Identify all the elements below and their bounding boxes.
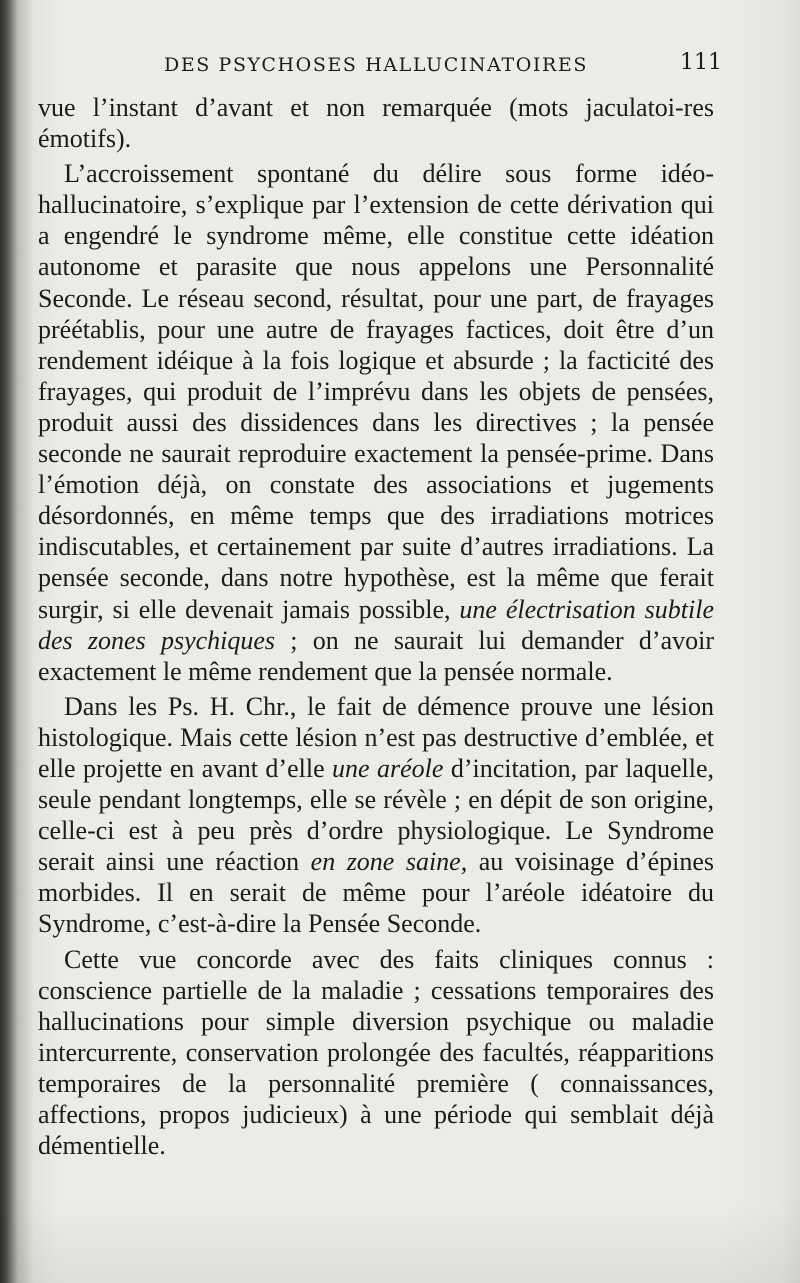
text-segment: L’accroissement spontané du délire sous forme idéo-hallucinatoire, s’explique par l’extension de cette dérivation qui a engendré le syndrome même, elle constitue cette idéation autonome et parasite que nous appelons une Personnalité Seconde. Le réseau second, résultat, pour une part, de frayages préétablis, pour une autre de frayages factices, doit être d’un rendement idéique à la fois logique et absurde ; la facticité des frayages, qui produit de l’imprévu dans les objets de pensées, produit aussi des dissidences dans les directives ; la pensée seconde ne saurait reproduire exactement la pensée-prime. Dans l’émotion déjà, on constate des associations et jugements désordonnés, en même temps que des irradiations motrices indiscutables, et certainement par suite d’autres irradiations. La pensée seconde, dans notre hypothèse, est la même que ferait surgir, si elle devenait jamais possible,: [38, 159, 714, 624]
italic-segment: une électrisation subtile des zones psychiques: [38, 594, 714, 655]
paragraph-2: [38, 158, 714, 687]
paragraph-1: [38, 92, 714, 154]
text-segment: d’incitation, par laquelle, seule pendant longtemps, elle se révèle ; en dépit de son origine, celle-ci est à peu près d’ordre physiologique. Le Syndrome serait ainsi une réaction: [38, 753, 714, 877]
page-number: 111: [680, 50, 722, 75]
text-segment: ; on ne saurait lui demander d’avoir exactement le même rendement que la pensée normale.: [38, 625, 714, 686]
paragraph-3: [38, 691, 714, 940]
page-shadow: [0, 1203, 800, 1283]
page-header: [60, 50, 760, 84]
text-segment: Dans les Ps. H. Chr., le fait de démence prouve une lésion histologique. Mais cette lésion n’est pas destructive d’emblée, et elle projette en avant d’elle: [38, 691, 714, 783]
paragraph-4: [38, 944, 714, 1162]
body-text: [38, 92, 714, 1161]
italic-segment: une aréole: [332, 753, 444, 783]
text-segment: Cette vue concorde avec des faits cliniques connus : conscience partielle de la maladie ; cessations temporaires des hallucinations pour simple diversion psychique ou maladie intercurrente, conservation prolongée des facultés, réapparitions temporaires de la personnalité première ( connaissances, affections, propos judicieux) à une période qui semblait déjà démentielle.: [38, 944, 714, 1161]
text-segment: au voisinage d’épines morbides. Il en serait de même pour l’aréole idéatoire du Syndrome, c’est-à-dire la Pensée Seconde.: [38, 847, 714, 939]
running-title: DES PSYCHOSES HALLUCINATOIRES: [164, 54, 588, 76]
text-segment: vue l’instant d’avant et non remarquée (mots jaculatoi-res émotifs).: [38, 93, 714, 154]
italic-segment: en zone saine,: [310, 847, 468, 877]
